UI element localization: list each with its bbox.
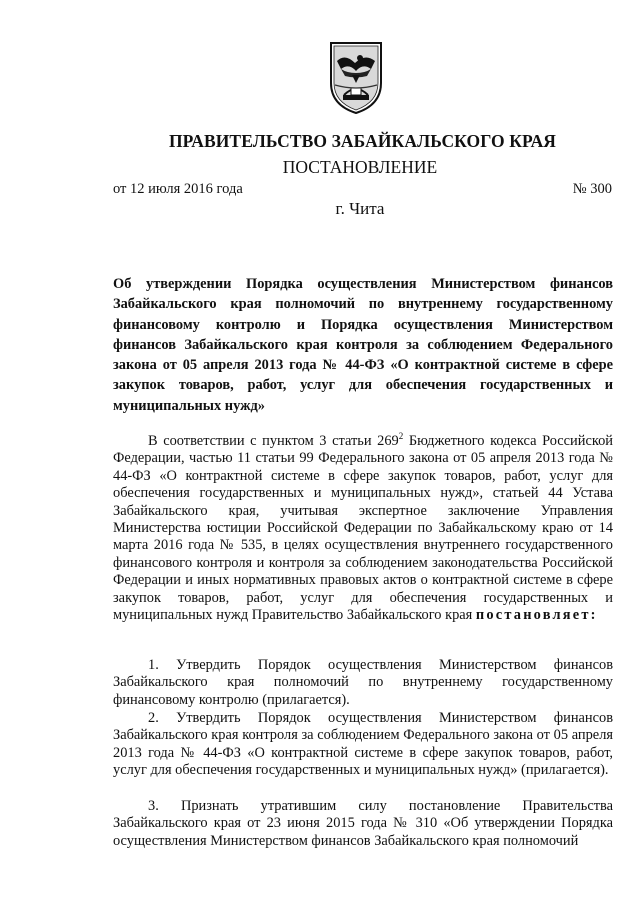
preamble-paragraph [113,433,613,624]
document-title: Об утверждении Порядка осуществления Министерством финансов Забайкальского края полномочий по внутреннему государственному финансовому контролю и Порядка осуществления Министерством финансов Забайкальского края контроля за соблюдением Федерального закона от 05 апреля 2013 года № 44-ФЗ «О контрактной системе в сфере закупок товаров, работ, услуг для обеспечения государственных и муниципальных нужд» [113,276,613,414]
decree-item-1: 1. Утвердить Порядок осуществления Министерством финансов Забайкальского края полномочий по внутреннему государственному финансовому контролю (прилагается). [113,657,613,708]
article-superscript: 2 [398,431,404,442]
coat-of-arms-icon [327,39,385,115]
document-city: г. Чита [335,199,385,218]
document-number: № 300 [572,181,612,197]
decree-item-3: 3. Признать утратившим силу постановление Правительства Забайкальского края от 23 июня 2015 года № 310 «Об утверждении Порядка осуществления Министерством финансов Забайкальского края полномочий [113,798,613,849]
document-date: от 12 июля 2016 года [113,181,243,197]
decree-item-2: 2. Утвердить Порядок осуществления Министерством финансов Забайкальского края контроля за соблюдением Федерального закона от 05 апреля 2013 года № 44-ФЗ «О контрактной системе в сфере закупок товаров, работ, услуг для обеспечения государственных и муниципальных нужд» (прилагается). [113,710,613,779]
preamble-text-2: Бюджетного кодекса Российской Федерации, частью 11 статьи 99 Федерального закона от 05 апреля 2013 года № 44-ФЗ «О контрактной системе в сфере закупок товаров, работ, услуг для обеспечения государственных и муниципальных нужд», статьей 44 Устава Забайкальского края, учитывая экспертное заключение Управления Министерства юстиции Российской Федерации по Забайкальскому краю от 14 марта 2016 года № 535, в целях осуществления внутреннего государственного финансового контроля и контроля за соблюдением законодательства Российской Федерации и иных нормативных правовых актов о контрактной системе в сфере закупок товаров, работ, услуг для обеспечения государственных и муниципальных нужд Правительство Забайкальского края [113,433,613,624]
preamble-text-1: В соответствии с пунктом 3 статьи 269 [148,433,399,449]
resolves-word: постановляет: [475,607,598,624]
government-name: ПРАВИТЕЛЬСТВО ЗАБАЙКАЛЬСКОГО КРАЯ [168,131,557,151]
document-type: ПОСТАНОВЛЕНИЕ [282,157,438,177]
